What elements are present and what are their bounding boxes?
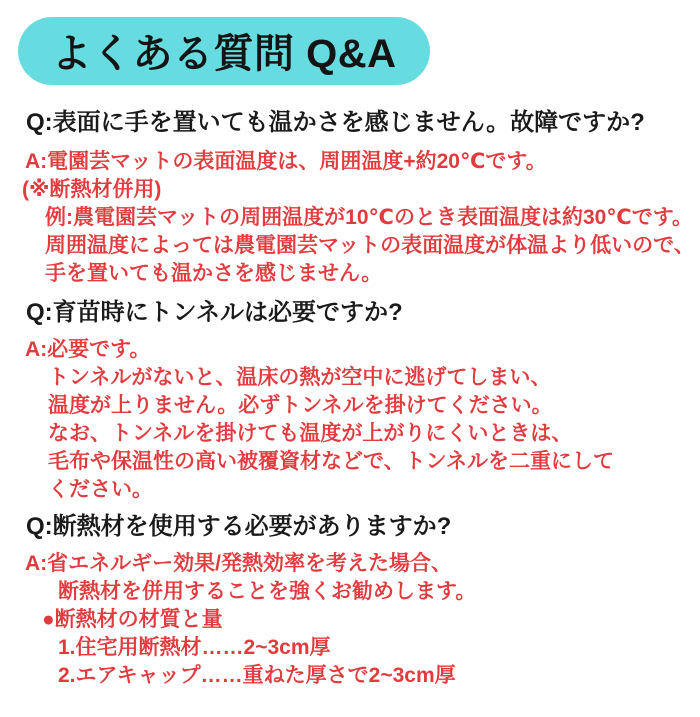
answer-1-line-4: 周囲温度によっては農電園芸マットの表面温度が体温より低いので、: [45, 234, 695, 257]
answer-2-line-3: 温度が上りません。必ずトンネルを掛けてください。: [48, 394, 553, 417]
answer-2-line-4: なお、トンネルを掛けても温度が上がりにくいときは、: [48, 422, 573, 445]
answer-3: [0, 550, 700, 690]
question-2: Q:育苗時にトンネルは必要ですか?: [26, 299, 403, 326]
answer-3-line-4: 1.住宅用断熱材……2~3cm厚: [58, 636, 331, 659]
answer-1-line-3: 例:農電園芸マットの周囲温度が10℃のとき表面温度は約30℃です。: [45, 206, 694, 229]
answer-3-line-1: A:省エネルギー効果/発熱効率を考えた場合、: [25, 552, 452, 575]
faq-header-pill: [18, 17, 430, 85]
answer-2-line-1: A:必要です。: [25, 338, 151, 361]
answer-1: [0, 148, 700, 288]
answer-1-line-2: (※断熱材併用): [22, 178, 162, 201]
page-title: よくある質問 Q&A: [51, 31, 397, 76]
answer-2-line-6: ください。: [48, 478, 153, 501]
faq-page: [0, 17, 700, 717]
answer-1-line-1: A:電園芸マットの表面温度は、周囲温度+約20℃です。: [25, 150, 547, 173]
answer-1-line-5: 手を置いても温かさを感じません。: [45, 262, 383, 285]
answer-2: [0, 336, 700, 504]
answer-3-line-2: 断熱材を併用することを強くお勧めします。: [58, 580, 477, 603]
answer-2-line-2: トンネルがないと、温床の熱が空中に逃げてしまい、: [48, 366, 552, 389]
question-1: Q:表面に手を置いても温かさを感じません。故障ですか?: [26, 109, 645, 136]
question-3: Q:断熱材を使用する必要がありますか?: [26, 513, 452, 540]
answer-3-line-5: 2.エアキャップ……重ねた厚さで2~3cm厚: [58, 664, 456, 687]
answer-2-line-5: 毛布や保温性の高い被覆資材などで、トンネルを二重にして: [48, 450, 614, 473]
answer-3-line-3: ●断熱材の材質と量: [42, 608, 223, 631]
